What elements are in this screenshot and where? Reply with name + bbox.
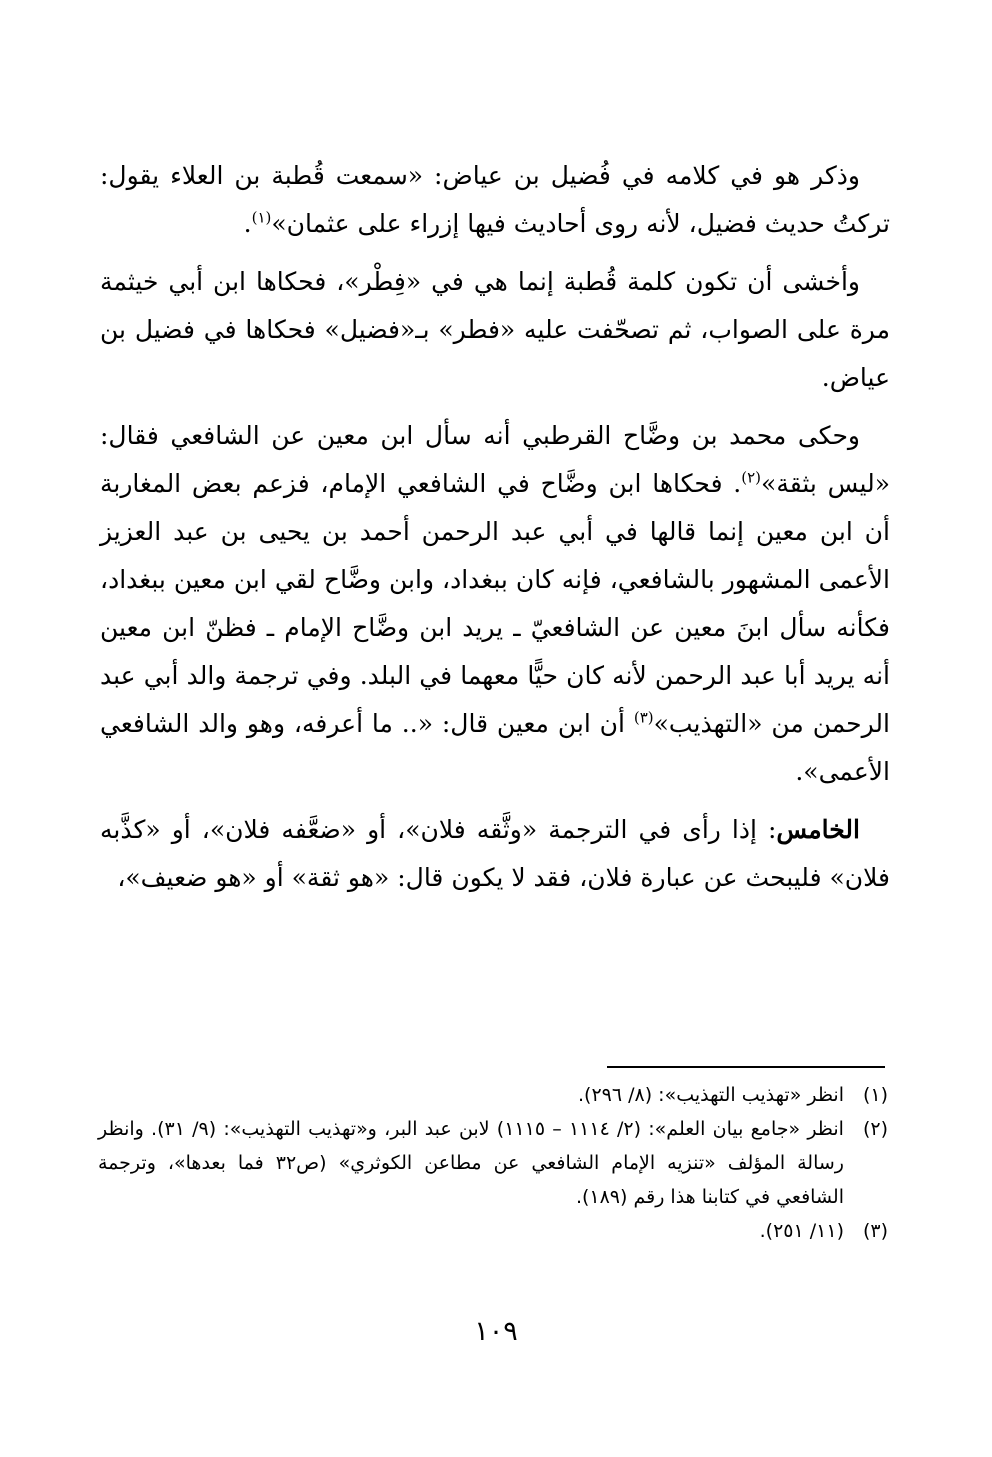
footnote-2-text: انظر «جامع بيان العلم»: (٢/ ١١١٤ – ١١١٥) لابن عبد البر، و«تهذيب التهذيب»: (٩/ ٣١). وانظر رسالة المؤلف «تنزيه الإمام الشافعي عن مطاعن الكوثري» (ص٣٢ فما بعدها»، وترجمة الشافعي في كتابنا هذا رقم (١٨٩). (98, 1118, 844, 1208)
paragraph-3-text-a: وحكى محمد بن وضَّاح القرطبي أنه سأل ابن معين عن الشافعي فقال: «ليس بثقة» (100, 421, 890, 498)
footnote-2-number: (٢) (862, 1118, 888, 1140)
footnote-divider (607, 1066, 885, 1068)
paragraph-3-text-b: . فحكاها ابن وضَّاح في الشافعي الإمام، فزعم بعض المغاربة أن ابن معين إنما قالها في أبي عبد الرحمن أحمد بن يحيى بن عبد العزيز الأعمى المشهور بالشافعي، فإنه كان ببغداد، وابن وضَّاح لقي ابن معين ببغداد، فكأنه سأل ابنَ معين عن الشافعيّ ـ يريد ابن وضَّاح الإمام ـ فظنّ ابن معين أنه يريد أبا عبد الرحمن لأنه كان حيًّا معهما في البلد. وفي ترجمة والد أبي عبد الرحمن من «التهذيب» (100, 469, 890, 738)
paragraph-2 (100, 258, 890, 402)
footnote-ref-2: (٢) (741, 468, 762, 487)
paragraph-4-text: : إذا رأى في الترجمة «وثَّقه فلان»، أو «ضعَّفه فلان»، أو «كذَّبه فلان» فليبحث عن عبارة فلان، فقد لا يكون قال: «هو ثقة» أو «هو ضعيف»، (100, 815, 890, 892)
footnote-1 (98, 1078, 888, 1112)
paragraph-1-text: وذكر هو في كلامه في فُضيل بن عياض: «سمعت قُطبة بن العلاء يقول: تركتُ حديث فضيل، لأنه روى أحاديث فيها إزراء على عثمان» (100, 161, 890, 238)
paragraph-3-text-c: أن ابن معين قال: «.. ما أعرفه، وهو والد الشافعي الأعمى». (100, 709, 890, 786)
footnote-1-number: (١) (862, 1084, 888, 1106)
footnote-ref-3: (٣) (633, 708, 654, 727)
main-text (100, 152, 890, 902)
footnote-3 (98, 1214, 888, 1248)
paragraph-4 (100, 806, 890, 902)
footnote-1-text: انظر «تهذيب التهذيب»: (٨/ ٢٩٦). (577, 1084, 844, 1106)
paragraph-1 (100, 152, 890, 248)
paragraph-3 (100, 412, 890, 796)
paragraph-1-tail: . (243, 209, 252, 238)
footnote-2 (98, 1112, 888, 1214)
paragraph-4-lead: الخامس (776, 815, 860, 844)
page-number: ١٠٩ (474, 1316, 518, 1347)
footnotes (98, 1078, 888, 1248)
footnote-3-text: (١١/ ٢٥١). (759, 1220, 844, 1242)
footnote-ref-1: (١) (251, 208, 272, 227)
footnote-3-number: (٣) (862, 1220, 888, 1242)
paragraph-2-text: وأخشى أن تكون كلمة قُطبة إنما هي في «فِطْر»، فحكاها ابن أبي خيثمة مرة على الصواب، ثم تصحّفت عليه «فطر» بـ«فضيل» فحكاها في فضيل بن عياض. (100, 267, 890, 392)
